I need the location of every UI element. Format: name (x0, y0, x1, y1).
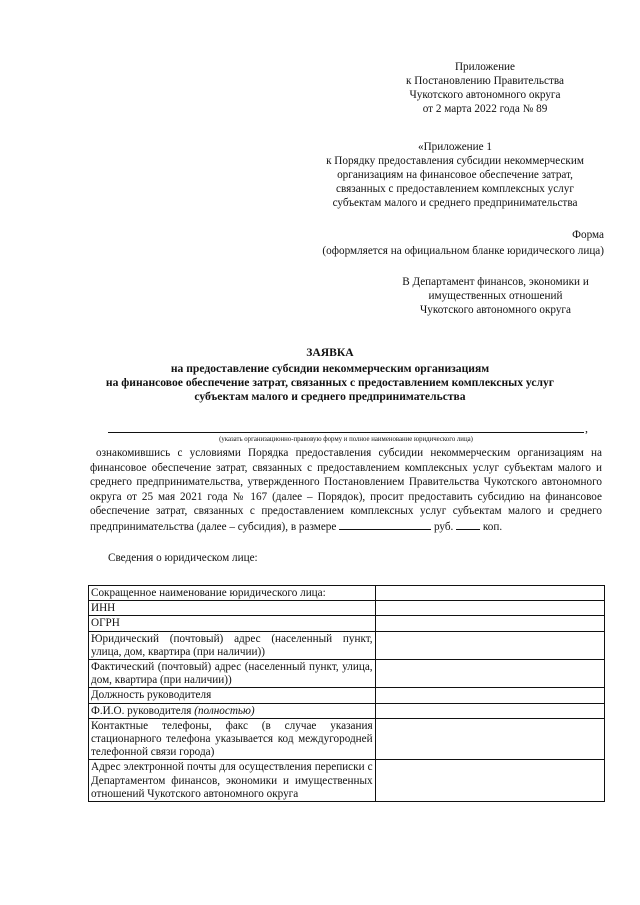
amount-rub-field[interactable] (339, 519, 431, 530)
table-row (89, 718, 605, 760)
subtitle-line: на предоставление субсидии некоммерческим организациям (170, 362, 490, 375)
row-label-ogrn: ОГРН (89, 616, 376, 631)
form-note: (оформляется на официальном бланке юридического лица) (322, 245, 604, 257)
document-title: ЗАЯВКА (306, 346, 354, 359)
row-label-head-position: Должность руководителя (89, 688, 376, 703)
appendix-order-line: «Приложение 1 (417, 141, 493, 153)
appendix-order-line: связанных с предоставлением комплексных услуг (336, 183, 574, 195)
value-email[interactable] (375, 760, 604, 802)
value-ogrn[interactable] (375, 616, 604, 631)
appendix-line: к Постановлению Правительства (406, 75, 564, 87)
head-name-note: (полностью) (194, 704, 255, 717)
row-label-legal-address: Юридический (почтовый) адрес (населенный пункт, улица, дом, квартира (при наличии)) (89, 631, 376, 659)
value-short-name[interactable] (375, 586, 604, 601)
table-row (89, 601, 605, 616)
line-comma: , (585, 421, 588, 435)
rub-label: руб. (433, 520, 454, 533)
table-row (89, 760, 605, 802)
paragraph-text: ознакомившись с условиями Порядка предоставления субсидии некоммерческим организациям на финансовое обеспечение затрат, связанных с предоставлением комплексных услуг субъектам малого и среднего предпринимательства, утвержденного Постановлением Правительства Чукотского автономного округа от 25 мая 2021 года № 167 (далее – Порядок), просит предоставить субсидию на финансовое обеспечение затрат, связанных с предоставлением комплексных услуг субъектам малого и среднего предпринимательства (далее – субсидия), в размере (90, 447, 602, 533)
row-label-short-name: Сокращенное наименование юридического лица: (89, 586, 376, 601)
recipient-line: В Департамент финансов, экономики и (402, 276, 589, 288)
info-intro: Сведения о юридическом лице: (108, 552, 258, 564)
value-legal-address[interactable] (375, 631, 604, 659)
request-paragraph (90, 446, 602, 534)
table-row (89, 688, 605, 703)
row-label-phones: Контактные телефоны, факс (в случае указания стационарного телефона указывается код междугородней телефонной связи города) (89, 718, 376, 760)
table-row (89, 586, 605, 601)
legal-entity-table (88, 585, 605, 802)
appendix-order (290, 140, 620, 210)
row-label-actual-address: Фактический (почтовый) адрес (населенный пункт, улица, дом, квартира (при наличии)) (89, 660, 376, 688)
appendix-header (380, 60, 590, 116)
appendix-order-line: организациям на финансовое обеспечение затрат, (337, 169, 573, 181)
organization-name-line[interactable] (108, 432, 584, 433)
row-label-head-name (89, 703, 376, 718)
value-head-name[interactable] (375, 703, 604, 718)
value-inn[interactable] (375, 601, 604, 616)
table-row (89, 631, 605, 659)
value-phones[interactable] (375, 718, 604, 760)
row-label-email: Адрес электронной почты для осуществления переписки с Департаментом финансов, экономики и имущественных отношений Чукотского автономного округа (89, 760, 376, 802)
organization-name-caption: (указать организационно-правовую форму и полное наименование юридического лица) (219, 436, 473, 443)
document-subtitle (60, 362, 600, 404)
value-head-position[interactable] (375, 688, 604, 703)
form-label: Форма (572, 229, 604, 241)
appendix-date: от 2 марта 2022 года № 89 (422, 103, 548, 115)
recipient-line: имущественных отношений (428, 290, 563, 302)
head-name-label: Ф.И.О. руководителя (91, 704, 192, 717)
appendix-order-line: субъектам малого и среднего предпринимательства (332, 197, 578, 209)
table-row (89, 703, 605, 718)
recipient-line: Чукотского автономного округа (420, 304, 571, 316)
table-row (89, 660, 605, 688)
amount-kop-field[interactable] (456, 519, 480, 530)
appendix-order-line: к Порядку предоставления субсидии некоммерческим (326, 155, 584, 167)
appendix-line: Приложение (454, 61, 516, 73)
subtitle-line: на финансовое обеспечение затрат, связанных с предоставлением комплексных услуг (105, 376, 555, 389)
recipient-block (378, 275, 613, 317)
row-label-inn: ИНН (89, 601, 376, 616)
value-actual-address[interactable] (375, 660, 604, 688)
table-row (89, 616, 605, 631)
kop-label: коп. (482, 520, 503, 533)
appendix-line: Чукотского автономного округа (409, 89, 561, 101)
subtitle-line: субъектам малого и среднего предпринимательства (194, 390, 466, 403)
